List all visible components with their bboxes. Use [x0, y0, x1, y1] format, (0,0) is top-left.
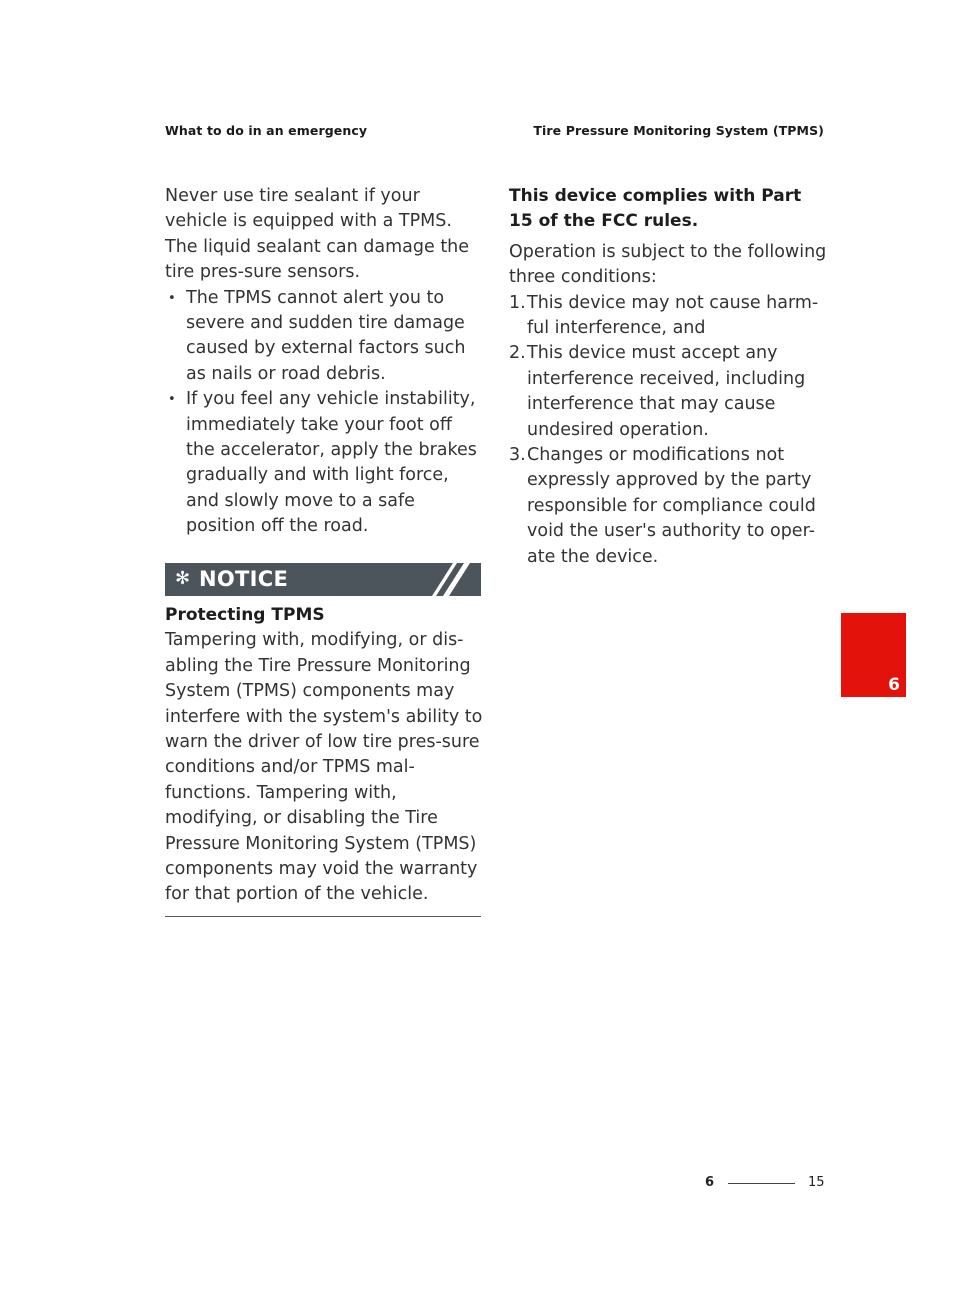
- footer-divider: [728, 1183, 795, 1184]
- notice-divider: [165, 916, 481, 917]
- bullet-item: • The TPMS cannot alert you to severe and sudden tire damage caused by external factors such as nails or road debris.: [165, 286, 483, 388]
- item-number: 2.: [509, 343, 526, 364]
- running-header-left: What to do in an emergency: [165, 123, 368, 138]
- item-number: 3.: [509, 445, 526, 466]
- right-column: [509, 184, 829, 570]
- gear-asterisk-icon: ✻: [175, 568, 191, 589]
- fcc-title: This device complies with Part 15 of the FCC rules.: [509, 186, 802, 232]
- bullet-item: • If you feel any vehicle instability, immediately take your foot off the accelerator, apply the brakes gradually and with light force, and slowly move to a safe position off the road.: [165, 387, 483, 539]
- item-text: Changes or modifications not expressly approved by the party responsible for compliance could void the user's authority to oper-ate the device.: [527, 445, 816, 567]
- tpms-bullet-list: [165, 286, 483, 540]
- item-number: 1.: [509, 292, 526, 313]
- list-item: [509, 291, 829, 342]
- list-item: [509, 341, 829, 443]
- notice-label: NOTICE: [199, 567, 289, 591]
- sealant-warning-text: Never use tire sealant if your vehicle is equipped with a TPMS. The liquid sealant can damage the tire pres-sure sensors.: [165, 186, 470, 283]
- notice-title: Protecting TPMS: [165, 605, 325, 625]
- running-header-right: Tire Pressure Monitoring System (TPMS): [533, 123, 824, 138]
- diagonal-stripes-decoration: [425, 563, 481, 596]
- chapter-tab: [841, 613, 906, 697]
- notice-text: Tampering with, modifying, or dis-abling the Tire Pressure Monitoring System (TPMS) components may interfere with the system's ability to warn the driver of low tire pres-sure conditions and/or TPMS mal-functions. Tampering with, modifying, or disabling the Tire Pressure Monitoring System (TPMS) components may void the warranty for that portion of the vehicle.: [165, 630, 483, 905]
- item-text: This device must accept any interference received, including interference that may cause undesired operation.: [527, 343, 806, 440]
- chapter-tab-number: 6: [888, 675, 900, 695]
- item-text: This device may not cause harm-ful interference, and: [527, 292, 819, 339]
- notice-body: [165, 603, 483, 908]
- fcc-intro: Operation is subject to the following three conditions:: [509, 241, 827, 288]
- fcc-conditions-list: [509, 291, 829, 570]
- notice-banner: [165, 563, 481, 596]
- footer-chapter-number: 6: [705, 1175, 715, 1190]
- left-column: [165, 184, 483, 540]
- footer-page-number: 15: [808, 1175, 825, 1190]
- list-item: [509, 443, 829, 570]
